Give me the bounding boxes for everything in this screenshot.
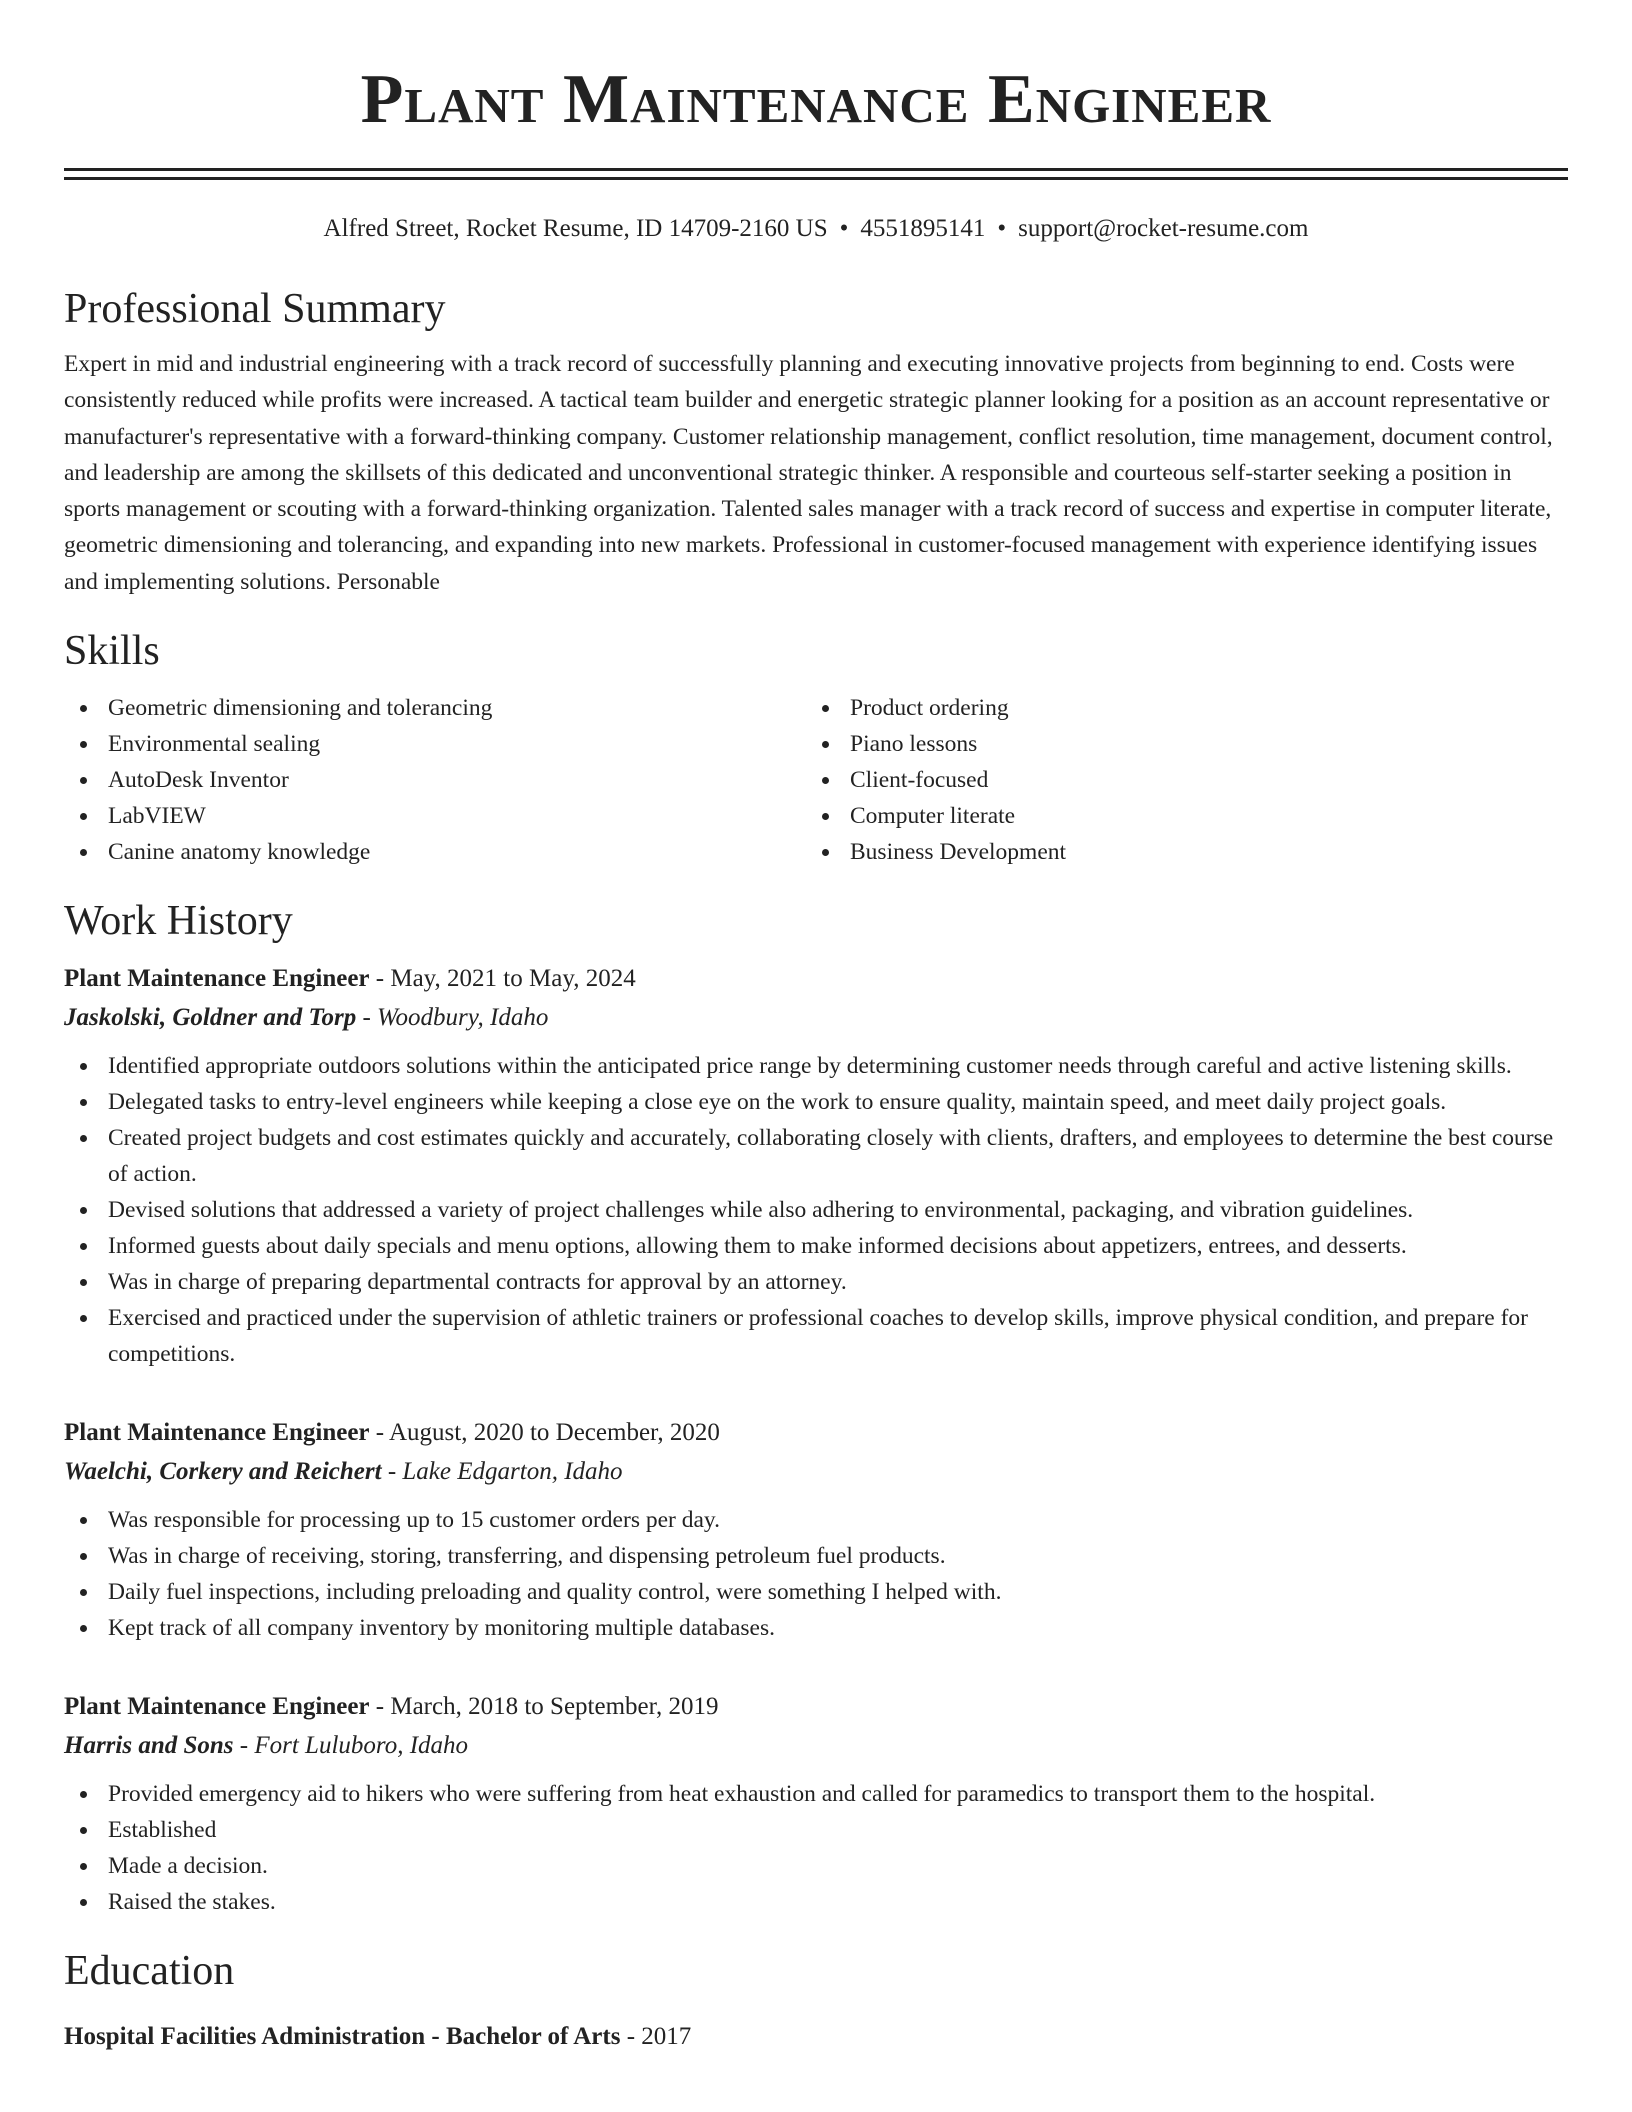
skill-item: LabVIEW <box>64 798 806 834</box>
job-dates: - May, 2021 to May, 2024 <box>369 965 636 993</box>
skills-column-right <box>806 690 1548 870</box>
education-degree: Hospital Facilities Administration - Bachelor of Arts <box>64 2023 621 2051</box>
job-entry <box>64 1414 1568 1646</box>
job-bullet: Was in charge of receiving, storing, transferring, and dispensing petroleum fuel products. <box>64 1538 1568 1574</box>
job-bullets <box>64 1502 1568 1646</box>
job-bullet: Daily fuel inspections, including preloading and quality control, were something I helped with. <box>64 1574 1568 1610</box>
job-company: Harris and Sons <box>64 1732 234 1760</box>
education-entry <box>64 2018 1568 2056</box>
job-bullet: Provided emergency aid to hikers who were suffering from heat exhaustion and called for paramedics to transport them to the hospital. <box>64 1776 1568 1812</box>
skill-item: Business Development <box>806 834 1548 870</box>
job-role: Plant Maintenance Engineer <box>64 965 370 993</box>
skill-item: AutoDesk Inventor <box>64 762 806 798</box>
skill-item: Environmental sealing <box>64 726 806 762</box>
job-bullet: Raised the stakes. <box>64 1884 1568 1920</box>
job-bullet: Was in charge of preparing departmental contracts for approval by an attorney. <box>64 1264 1568 1300</box>
job-bullet: Kept track of all company inventory by monitoring multiple databases. <box>64 1610 1568 1646</box>
job-company: Waelchi, Corkery and Reichert <box>64 1458 382 1486</box>
job-company-line <box>64 1452 1568 1492</box>
job-bullet: Devised solutions that addressed a variety of project challenges while also adhering to environmental, packaging, and vibration guidelines. <box>64 1192 1568 1228</box>
education-heading: Education <box>64 1948 235 1995</box>
contact-line <box>64 214 1568 244</box>
skill-item: Computer literate <box>806 798 1548 834</box>
contact-separator: • <box>997 215 1007 242</box>
summary-heading: Professional Summary <box>64 286 446 332</box>
job-bullet: Identified appropriate outdoors solutions within the anticipated price range by determining customer needs through careful and active listening skills. <box>64 1048 1568 1084</box>
skills-column-left <box>64 690 806 870</box>
resume-page <box>64 0 1568 2056</box>
skill-item: Client-focused <box>806 762 1548 798</box>
job-entry <box>64 960 1568 1372</box>
job-dates: - August, 2020 to December, 2020 <box>369 1419 720 1447</box>
contact-address: Alfred Street, Rocket Resume, ID 14709-2160 US <box>323 215 828 242</box>
contact-separator: • <box>839 215 849 242</box>
job-bullet: Was responsible for processing up to 15 customer orders per day. <box>64 1502 1568 1538</box>
job-dates: - March, 2018 to September, 2019 <box>369 1693 719 1721</box>
skill-item: Piano lessons <box>806 726 1548 762</box>
summary-text: Expert in mid and industrial engineering with a track record of successfully planning and executing innovative projects from beginning to end. Costs were consistently reduced while profits were increased. A tactical team builder and energetic strategic planner looking for a position as an account representative or manufacturer's representative with a forward-thinking company. Customer relationship management, conflict resolution, time management, document control, and leadership are among the skillsets of this dedicated and unconventional strategic thinker. A responsible and courteous self-starter seeking a position in sports management or scouting with a forward-thinking organization. Talented sales manager with a track record of success and expertise in computer literate, geometric dimensioning and tolerancing, and expanding into new markets. Professional in customer-focused management with experience identifying issues and implementing solutions. Personable <box>64 351 1553 595</box>
job-company-line <box>64 1726 1568 1766</box>
job-bullet: Established <box>64 1812 1568 1848</box>
job-location: - Woodbury, Idaho <box>356 1004 549 1032</box>
skill-item: Product ordering <box>806 690 1548 726</box>
job-role: Plant Maintenance Engineer <box>64 1419 370 1447</box>
contact-email: support@rocket-resume.com <box>1018 215 1309 242</box>
resume-title: Plant Maintenance Engineer <box>360 61 1272 138</box>
skill-item: Canine anatomy knowledge <box>64 834 806 870</box>
contact-phone: 4551895141 <box>860 215 986 242</box>
job-title-line <box>64 960 1568 998</box>
job-role: Plant Maintenance Engineer <box>64 1693 370 1721</box>
job-bullet: Delegated tasks to entry-level engineers while keeping a close eye on the work to ensure quality, maintain speed, and meet daily project goals. <box>64 1084 1568 1120</box>
skills-list <box>64 690 1568 870</box>
job-company-line <box>64 998 1568 1038</box>
job-location: - Fort Luluboro, Idaho <box>233 1732 469 1760</box>
job-bullet: Informed guests about daily specials and menu options, allowing them to make informed decisions about appetizers, entrees, and desserts. <box>64 1228 1568 1264</box>
job-bullets <box>64 1048 1568 1372</box>
job-title-line <box>64 1688 1568 1726</box>
education-year: - 2017 <box>620 2023 692 2051</box>
title-rule-top <box>64 168 1568 171</box>
skill-item: Geometric dimensioning and tolerancing <box>64 690 806 726</box>
title-rule-bottom <box>64 177 1568 180</box>
job-bullets <box>64 1776 1568 1920</box>
job-entry <box>64 1688 1568 1920</box>
job-bullet: Made a decision. <box>64 1848 1568 1884</box>
job-company: Jaskolski, Goldner and Torp <box>64 1004 357 1032</box>
job-title-line <box>64 1414 1568 1452</box>
work-history-heading: Work History <box>64 898 293 945</box>
job-bullet: Created project budgets and cost estimates quickly and accurately, collaborating closely with clients, drafters, and employees to determine the best course of action. <box>64 1120 1568 1192</box>
skills-heading: Skills <box>64 628 160 675</box>
job-location: - Lake Edgarton, Idaho <box>381 1458 623 1486</box>
job-bullet: Exercised and practiced under the supervision of athletic trainers or professional coaches to develop skills, improve physical condition, and prepare for competitions. <box>64 1300 1568 1372</box>
